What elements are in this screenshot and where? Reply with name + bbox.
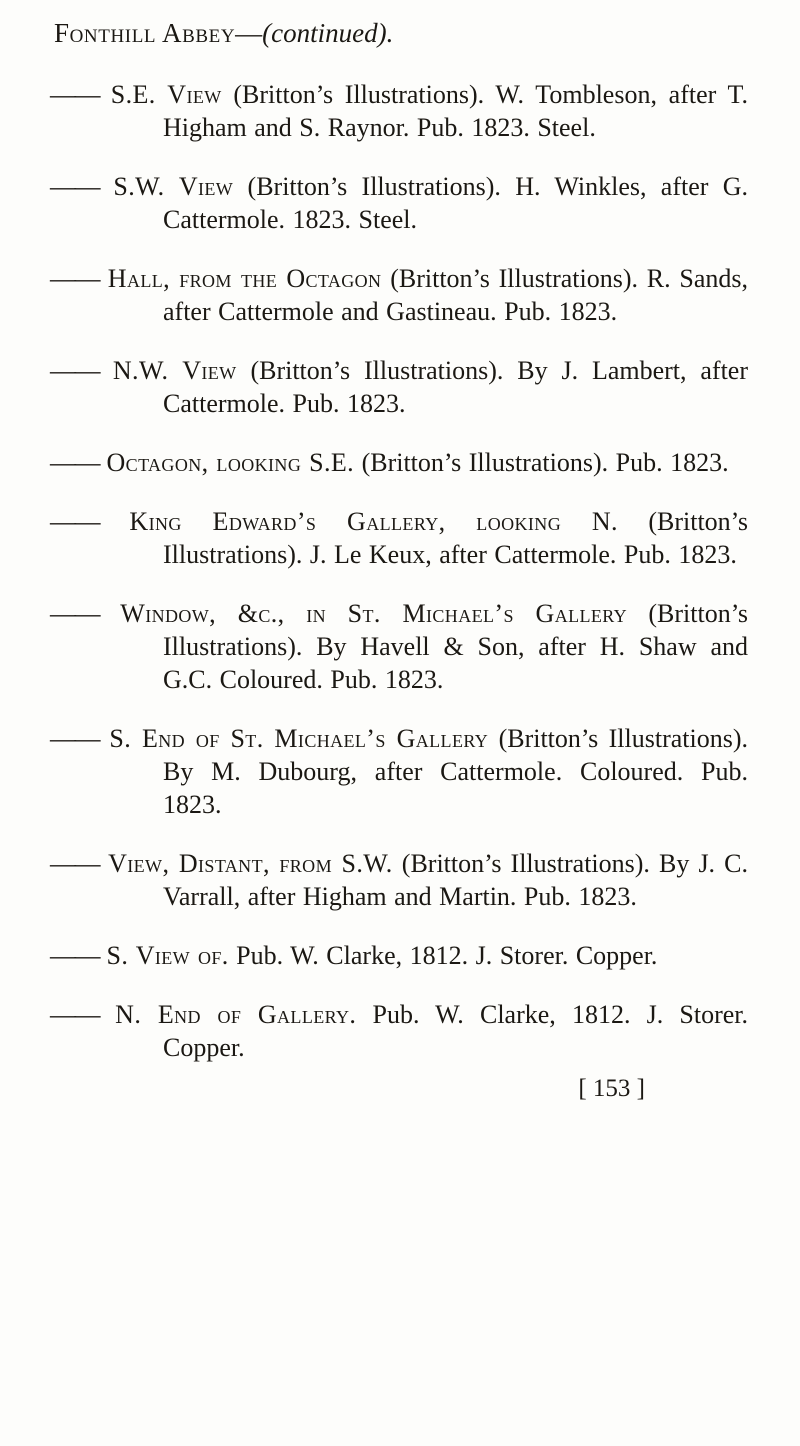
- entry-title: View, Distant, from S.W.: [108, 849, 393, 878]
- catalog-entry: [50, 597, 748, 696]
- ditto-dash: ——: [50, 724, 99, 753]
- catalog-entry: [50, 847, 748, 913]
- entry-details: (Britton’s Illustrations). By J. Lambert, after Cattermole. Pub. 1823.: [163, 356, 749, 418]
- entry-details: (Britton’s Illustrations). R. Sands, after Cattermole and Gastineau. Pub. 1823.: [163, 264, 748, 326]
- catalog-entry: [50, 505, 748, 571]
- entry-title: Window, &c., in St. Michael’s Gallery: [120, 599, 628, 628]
- catalog-entry: [50, 78, 748, 144]
- entry-title: S. View of.: [106, 941, 229, 970]
- catalog-entry: [50, 722, 748, 821]
- catalog-entry: [50, 170, 748, 236]
- entry-title: N. End of Gallery.: [115, 1000, 357, 1029]
- ditto-dash: ——: [50, 1000, 99, 1029]
- heading-title: Fonthill Abbey: [54, 18, 236, 48]
- entry-title: Hall, from the Octagon: [107, 264, 382, 293]
- ditto-dash: ——: [50, 356, 99, 385]
- heading-continued-note: (continued).: [262, 18, 394, 48]
- entry-details: (Britton’s Illustrations). J. Le Keux, after Cattermole. Pub. 1823.: [163, 507, 749, 569]
- ditto-dash: ——: [50, 599, 99, 628]
- entry-details: (Britton’s Illustrations). By M. Dubourg, after Cattermole. Coloured. Pub. 1823.: [163, 724, 749, 819]
- ditto-dash: ——: [50, 80, 99, 109]
- catalog-entry: [50, 354, 748, 420]
- entry-details: (Britton’s Illustrations). H. Winkles, after G. Cattermole. 1823. Steel.: [163, 172, 749, 234]
- entry-details: (Britton’s Illustrations). W. Tombleson, after T. Higham and S. Raynor. Pub. 1823. Steel.: [163, 80, 749, 142]
- ditto-dash: ——: [50, 172, 99, 201]
- entry-details: Pub. W. Clarke, 1812. J. Storer. Copper.: [163, 1000, 749, 1062]
- entry-title: S. End of St. Michael’s Gallery: [109, 724, 489, 753]
- entry-details: Pub. W. Clarke, 1812. J. Storer. Copper.: [236, 941, 658, 970]
- entry-details: (Britton’s Illustrations). By Havell & Son, after H. Shaw and G.C. Coloured. Pub. 1823.: [163, 599, 749, 694]
- catalog-entry: [50, 262, 748, 328]
- ditto-dash: ——: [50, 448, 99, 477]
- catalog-entry: [50, 939, 748, 972]
- entry-details: (Britton’s Illustrations). By J. C. Varrall, after Higham and Martin. Pub. 1823.: [163, 849, 748, 911]
- entry-title: S.W. View: [113, 172, 234, 201]
- page-number: [ 153 ]: [578, 1075, 645, 1102]
- page-heading: [54, 16, 748, 50]
- catalog-entry: [50, 446, 748, 479]
- entry-title: N.W. View: [112, 356, 237, 385]
- ditto-dash: ——: [50, 849, 99, 878]
- catalog-entry: [50, 998, 748, 1064]
- ditto-dash: ——: [50, 264, 99, 293]
- entry-title: King Edward’s Gallery, looking N.: [129, 507, 618, 536]
- entry-title: S.E. View: [110, 80, 222, 109]
- entry-details: (Britton’s Illustrations). Pub. 1823.: [361, 448, 729, 477]
- ditto-dash: ——: [50, 507, 99, 536]
- ditto-dash: ——: [50, 941, 99, 970]
- heading-separator-dash: —: [235, 18, 263, 48]
- entry-title: Octagon, looking S.E.: [106, 448, 355, 477]
